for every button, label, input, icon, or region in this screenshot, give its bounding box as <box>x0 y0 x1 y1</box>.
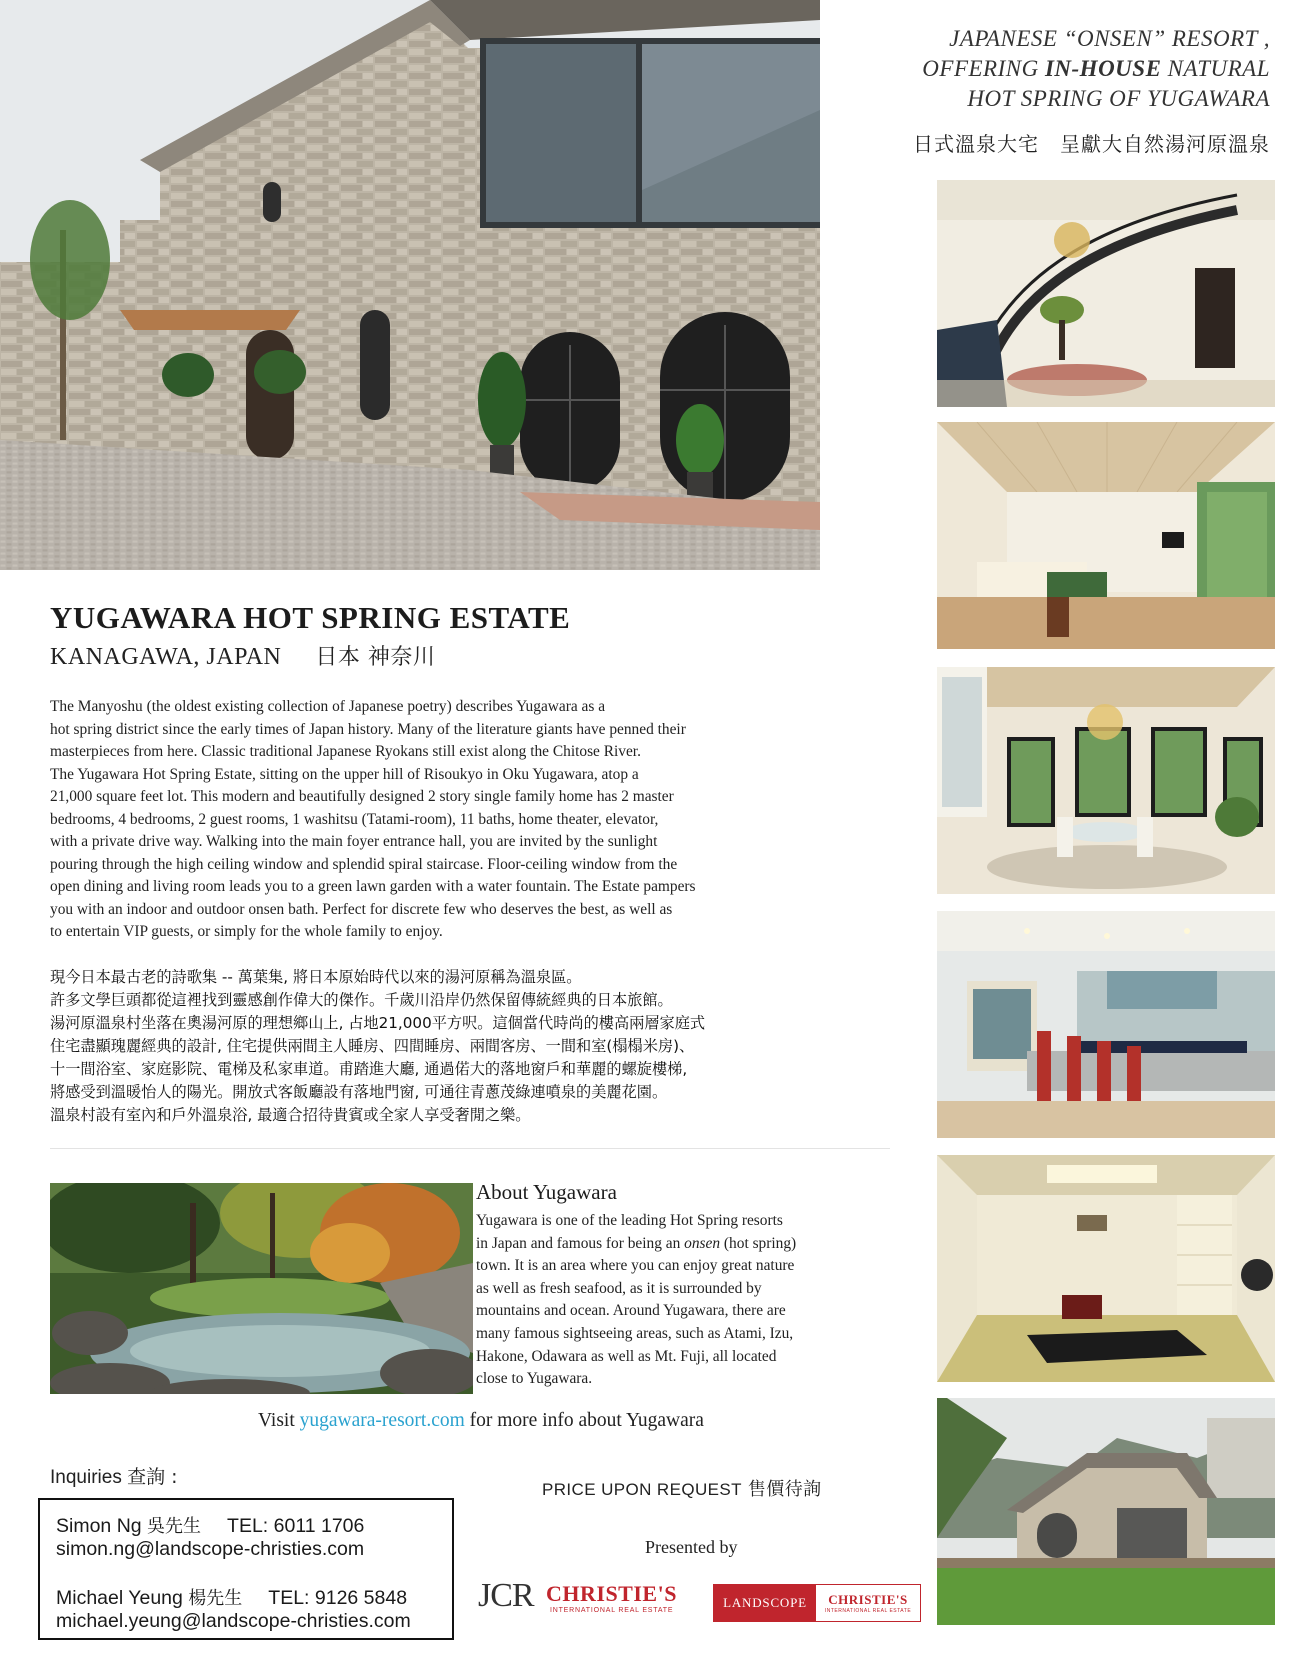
contact-2-tel: TEL: 9126 5848 <box>268 1587 408 1609</box>
tagline-line-1: JAPANESE “ONSEN” RESORT , <box>949 26 1270 51</box>
location-zh: 日本 神奈川 <box>315 645 436 670</box>
visit-line: Visit yugawara-resort.com for more info about Yugawara <box>258 1410 704 1431</box>
description-en-line: to entertain VIP guests, or simply for the whole family to enjoy. <box>50 923 443 940</box>
garden-exterior-photo <box>937 1398 1275 1625</box>
description-en-line: The Manyoshu (the oldest existing collection of Japanese poetry) describes Yugawara as a <box>50 698 606 715</box>
description-en-line: hot spring district since the early times of Japan history. Many of the literature giants have penned their <box>50 720 686 738</box>
jcr-christies-logo: JCR CHRISTIE'S INTERNATIONAL REAL ESTATE <box>478 1577 677 1614</box>
description-en-line: you with an indoor and outdoor onsen bath. Perfect for discrete few who deserves the best, as well as <box>50 900 673 918</box>
description-en-line: open dining and living room leads you to a green lawn garden with a water fountain. The Estate pampers <box>50 878 696 895</box>
about-line: mountains and ocean. Around Yugawara, there are <box>476 1302 786 1320</box>
tatami-room-photo <box>937 1155 1275 1382</box>
inquiries-label: Inquiries 查詢 : <box>50 1466 178 1488</box>
description-zh-line: 許多文學巨頭都從這裡找到靈感創作偉大的傑作。千歲川沿岸仍然保留傳統經典的日本旅館。 <box>50 991 673 1009</box>
description-en-line: bedrooms, 4 bedrooms, 2 guest rooms, 1 washitsu (Tatami-room), 11 baths, home theater, elevator, <box>50 810 659 828</box>
description-en-line: The Yugawara Hot Spring Estate, sitting on the upper hill of Risoukyo in Oku Yugawara, atop a <box>50 765 639 783</box>
about-body <box>476 1210 896 1391</box>
description-en-line: pouring through the high ceiling window and splendid spiral staircase. Floor-ceiling window from the <box>50 855 678 873</box>
price-text: PRICE UPON REQUEST 售價待詢 <box>542 1479 822 1500</box>
about-line: town. It is an area where you can enjoy great nature <box>476 1257 795 1275</box>
description-zh-line: 住宅盡顯瑰麗經典的設計, 住宅提供兩間主人睡房、四間睡房、兩間客房、一間和室(榻榻米房)、 <box>50 1037 695 1055</box>
landscope-christies-logo: LANDSCOPE CHRISTIE'S INTERNATIONAL REAL ESTATE <box>713 1584 921 1622</box>
kitchen-photo <box>937 911 1275 1138</box>
stone-villa-exterior-photo <box>0 0 820 570</box>
about-line: in Japan and famous for being an onsen (hot spring) <box>476 1234 797 1252</box>
about-line: Yugawara is one of the leading Hot Spring resorts <box>476 1212 783 1229</box>
description-chinese <box>50 966 900 1127</box>
tagline <box>850 24 1270 114</box>
location-en: KANAGAWA, JAPAN <box>50 644 282 670</box>
dining-room-photo <box>937 667 1275 894</box>
contact-1-email[interactable]: simon.ng@landscope-christies.com <box>56 1538 365 1560</box>
location <box>50 640 435 671</box>
description-english <box>50 696 900 944</box>
description-en-line: 21,000 square feet lot. This modern and beautifully designed 2 story single family home has 2 master <box>50 788 674 805</box>
living-room-photo <box>937 422 1275 649</box>
description-zh-line: 溫泉村設有室內和戶外溫泉浴, 最適合招待貴賓或全家人享受奢閒之樂。 <box>50 1106 531 1124</box>
contact-2-name-line: Michael Yeung 楊先生 TEL: 9126 5848 <box>56 1587 408 1609</box>
contact-1-tel: TEL: 6011 1706 <box>227 1515 365 1537</box>
about-title: About Yugawara <box>476 1180 617 1204</box>
description-en-line: with a private drive way. Walking into the main foyer entrance hall, you are invited by the sunlight <box>50 833 658 850</box>
about-line: as well as fresh seafood, as it is surrounded by <box>476 1279 762 1297</box>
presented-by: Presented by <box>645 1537 738 1557</box>
contact-box <box>38 1498 454 1640</box>
about-line: close to Yugawara. <box>476 1370 593 1388</box>
contact-1-name-line: Simon Ng 吳先生 TEL: 6011 1706 <box>56 1515 365 1537</box>
website-link[interactable]: yugawara-resort.com <box>299 1410 465 1431</box>
description-zh-line: 湯河原溫泉村坐落在奧湯河原的理想鄉山上, 占地21,000平方呎。這個當代時尚的樓高兩層家庭式 <box>50 1014 706 1032</box>
description-en-line: masterpieces from here. Classic traditional Japanese Ryokans still exist along the Chitose River. <box>50 743 641 760</box>
about-line: many famous sightseeing areas, such as Atami, Izu, <box>476 1324 794 1342</box>
description-zh-line: 十一間浴室、家庭影院、電梯及私家車道。甫踏進大廳, 通過偌大的落地窗戶和華麗的螺旋樓梯, <box>50 1060 688 1078</box>
description-zh-line: 將感受到溫暖怡人的陽光。開放式客飯廳設有落地門窗, 可通往青蔥茂綠連噴泉的美麗花園。 <box>50 1083 668 1101</box>
about-line: Hakone, Odawara as well as Mt. Fuji, all located <box>476 1347 777 1365</box>
description-zh-line: 現今日本最古老的詩歌集 -- 萬葉集, 將日本原始時代以來的湯河原稱為溫泉區。 <box>50 968 582 986</box>
outdoor-onsen-photo <box>50 1183 473 1394</box>
tagline-line-3: HOT SPRING OF YUGAWARA <box>967 86 1270 111</box>
section-divider <box>50 1148 890 1149</box>
tagline-chinese: 日式溫泉大宅 呈獻大自然湯河原溫泉 <box>913 132 1270 156</box>
page-title: YUGAWARA HOT SPRING ESTATE <box>50 600 571 635</box>
spiral-staircase-foyer-photo <box>937 180 1275 407</box>
contact-2-email[interactable]: michael.yeung@landscope-christies.com <box>56 1610 411 1632</box>
tagline-line-2: OFFERING IN-HOUSE NATURAL <box>922 56 1270 81</box>
